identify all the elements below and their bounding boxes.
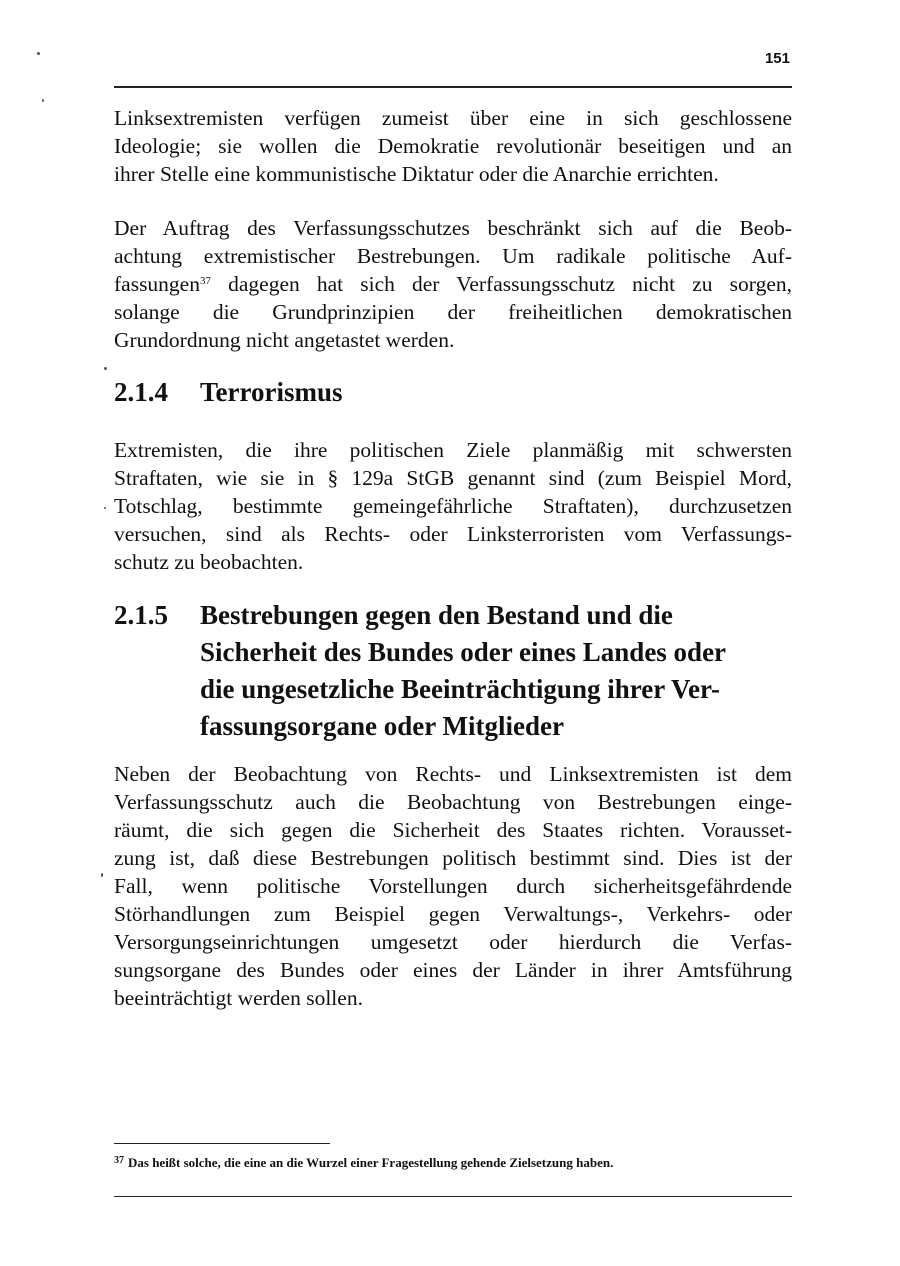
text-line: Grundordnung nicht angetastet werden. <box>114 328 455 352</box>
text-line: beeinträchtigt werden sollen. <box>114 986 363 1010</box>
text-line: Straftaten, wie sie in § 129a StGB genannt sind (zum Beispiel Mord, <box>114 466 792 490</box>
paragraph-auftrag <box>114 214 792 354</box>
text-line: Linksextremisten verfügen zumeist über eine in sich geschlossene <box>114 106 792 130</box>
text-line-with-footnote-mark <box>114 270 792 298</box>
footnote-reference: 37 <box>199 275 211 287</box>
text-line: Extremisten, die ihre politischen Ziele planmäßig mit schwersten <box>114 438 792 462</box>
section-title: Terrorismus <box>200 377 343 407</box>
footnote-text: Das heißt solche, die eine an die Wurzel einer Fragestellung gehende Zielsetzung haben. <box>128 1155 614 1170</box>
section-heading-terrorismus <box>114 373 343 411</box>
section-title-line: fassungsorgane oder Mitglieder <box>200 711 564 741</box>
paragraph-extremisten <box>114 436 792 576</box>
section-title-line: Bestrebungen gegen den Bestand und die <box>200 600 673 630</box>
text-line: sungsorgane des Bundes oder eines der Länder in ihrer Amtsführung <box>114 958 792 982</box>
section-title <box>200 597 800 745</box>
text-line: Ideologie; sie wollen die Demokratie revolutionär beseitigen und an <box>114 134 792 158</box>
text-line: Verfassungsschutz auch die Beobachtung von Bestrebungen einge- <box>114 790 792 814</box>
text-line: Fall, wenn politische Vorstellungen durch sicherheitsgefährdende <box>114 874 792 898</box>
scan-speck <box>104 367 107 370</box>
text-line: zung ist, daß diese Bestrebungen politisch bestimmt sind. Dies ist der <box>114 846 792 870</box>
footnote-separator <box>114 1143 330 1144</box>
paragraph-linksextremisten <box>114 104 792 188</box>
scan-speck <box>42 99 44 102</box>
text-line: räumt, die sich gegen die Sicherheit des Staates richten. Vorausset- <box>114 818 792 842</box>
section-number: 2.1.5 <box>114 600 168 630</box>
text-line: Neben der Beobachtung von Rechts- und Linksextremisten ist dem <box>114 762 792 786</box>
section-number: 2.1.4 <box>114 377 168 407</box>
text-line: achtung extremistischer Bestrebungen. Um radikale politische Auf- <box>114 244 792 268</box>
section-title-line: Sicherheit des Bundes oder eines Landes oder <box>200 637 727 667</box>
text-line: ihrer Stelle eine kommunistische Diktatur oder die Anarchie errichten. <box>114 162 719 186</box>
footnote-number: 37 <box>114 1155 124 1166</box>
text-fragment: fassungen <box>114 272 200 296</box>
text-line: Der Auftrag des Verfassungsschutzes beschränkt sich auf die Beob- <box>114 216 792 240</box>
footnote <box>114 1152 613 1172</box>
text-line: Totschlag, bestimmte gemeingefährliche Straftaten), durchzusetzen <box>114 494 792 518</box>
text-line: solange die Grundprinzipien der freiheitlichen demokratischen <box>114 300 792 324</box>
scan-speck <box>104 507 106 509</box>
header-rule <box>114 86 792 88</box>
text-line: schutz zu beobachten. <box>114 550 304 574</box>
scan-speck <box>101 873 103 877</box>
text-line: Versorgungseinrichtungen umgesetzt oder hierdurch die Verfas- <box>114 930 792 954</box>
section-title-line: die ungesetzliche Beeinträchtigung ihrer Ver- <box>200 674 720 704</box>
paragraph-neben-der-beobachtung <box>114 760 792 1012</box>
text-line: versuchen, sind als Rechts- oder Linksterroristen vom Verfassungs- <box>114 522 792 546</box>
scan-speck <box>37 52 40 55</box>
text-fragment: dagegen hat sich der Verfassungsschutz nicht zu sorgen, <box>210 272 792 296</box>
page-number: 151 <box>764 50 790 67</box>
text-line: Störhandlungen zum Beispiel gegen Verwaltungs-, Verkehrs- oder <box>114 902 792 926</box>
footer-rule <box>114 1196 792 1197</box>
